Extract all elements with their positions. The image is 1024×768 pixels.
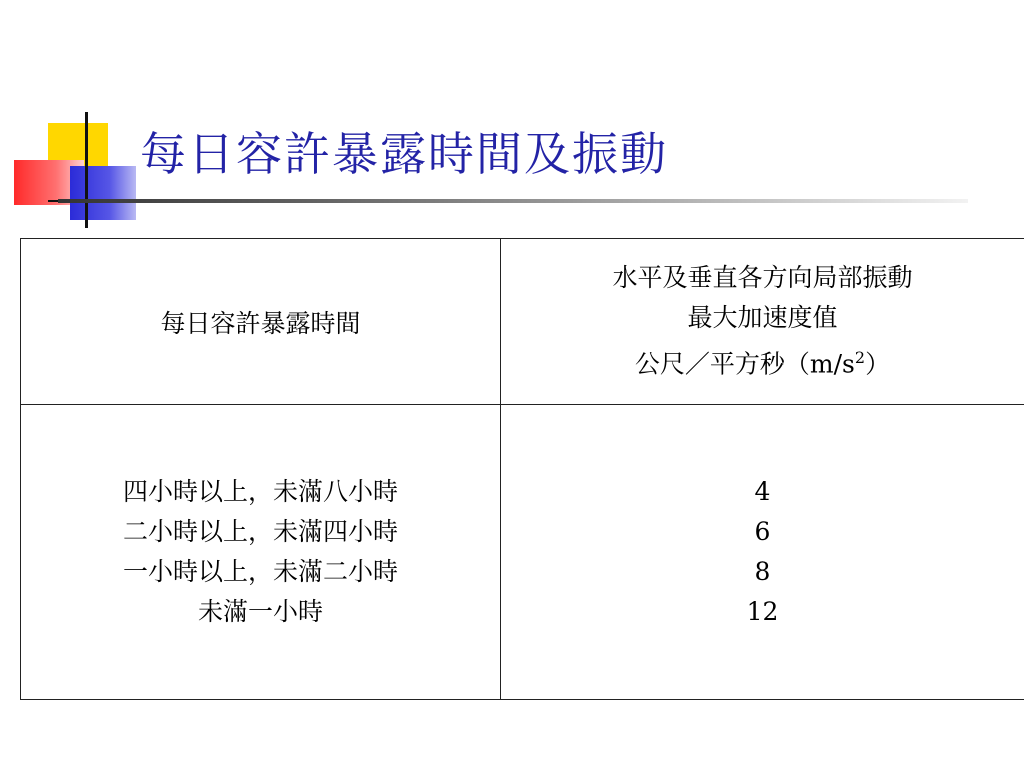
header-unit-exponent: 2 bbox=[854, 348, 866, 368]
title-divider bbox=[58, 199, 968, 203]
vertical-line bbox=[85, 112, 88, 228]
duration-item: 一小時以上，未滿二小時 bbox=[122, 557, 398, 586]
header-acceleration-line3 bbox=[501, 338, 1024, 384]
acceleration-value: 8 bbox=[754, 557, 771, 586]
duration-item: 四小時以上，未滿八小時 bbox=[122, 477, 398, 506]
header-acceleration-line2: 最大加速度值 bbox=[687, 303, 838, 333]
vibration-table bbox=[20, 238, 1024, 700]
header-unit-suffix: ） bbox=[865, 349, 891, 379]
page-title: 每日容許暴露時間及振動 bbox=[140, 127, 668, 181]
acceleration-value: 12 bbox=[746, 597, 779, 626]
duration-item: 二小時以上，未滿四小時 bbox=[122, 517, 398, 546]
header-acceleration-line1: 水平及垂直各方向局部振動 bbox=[612, 263, 913, 293]
header-duration-label: 每日容許暴露時間 bbox=[160, 308, 361, 338]
acceleration-cell bbox=[501, 405, 1024, 700]
duration-item: 未滿一小時 bbox=[197, 597, 323, 626]
header-acceleration-cell bbox=[501, 239, 1024, 405]
table-row bbox=[21, 405, 1024, 700]
table-header-row bbox=[21, 239, 1024, 405]
header-duration-cell bbox=[21, 239, 501, 405]
blue-square bbox=[70, 166, 136, 220]
duration-cell bbox=[21, 405, 501, 700]
acceleration-value: 6 bbox=[754, 517, 771, 546]
acceleration-value: 4 bbox=[754, 477, 771, 506]
header-unit-prefix: 公尺／平方秒（m/s bbox=[634, 349, 855, 379]
